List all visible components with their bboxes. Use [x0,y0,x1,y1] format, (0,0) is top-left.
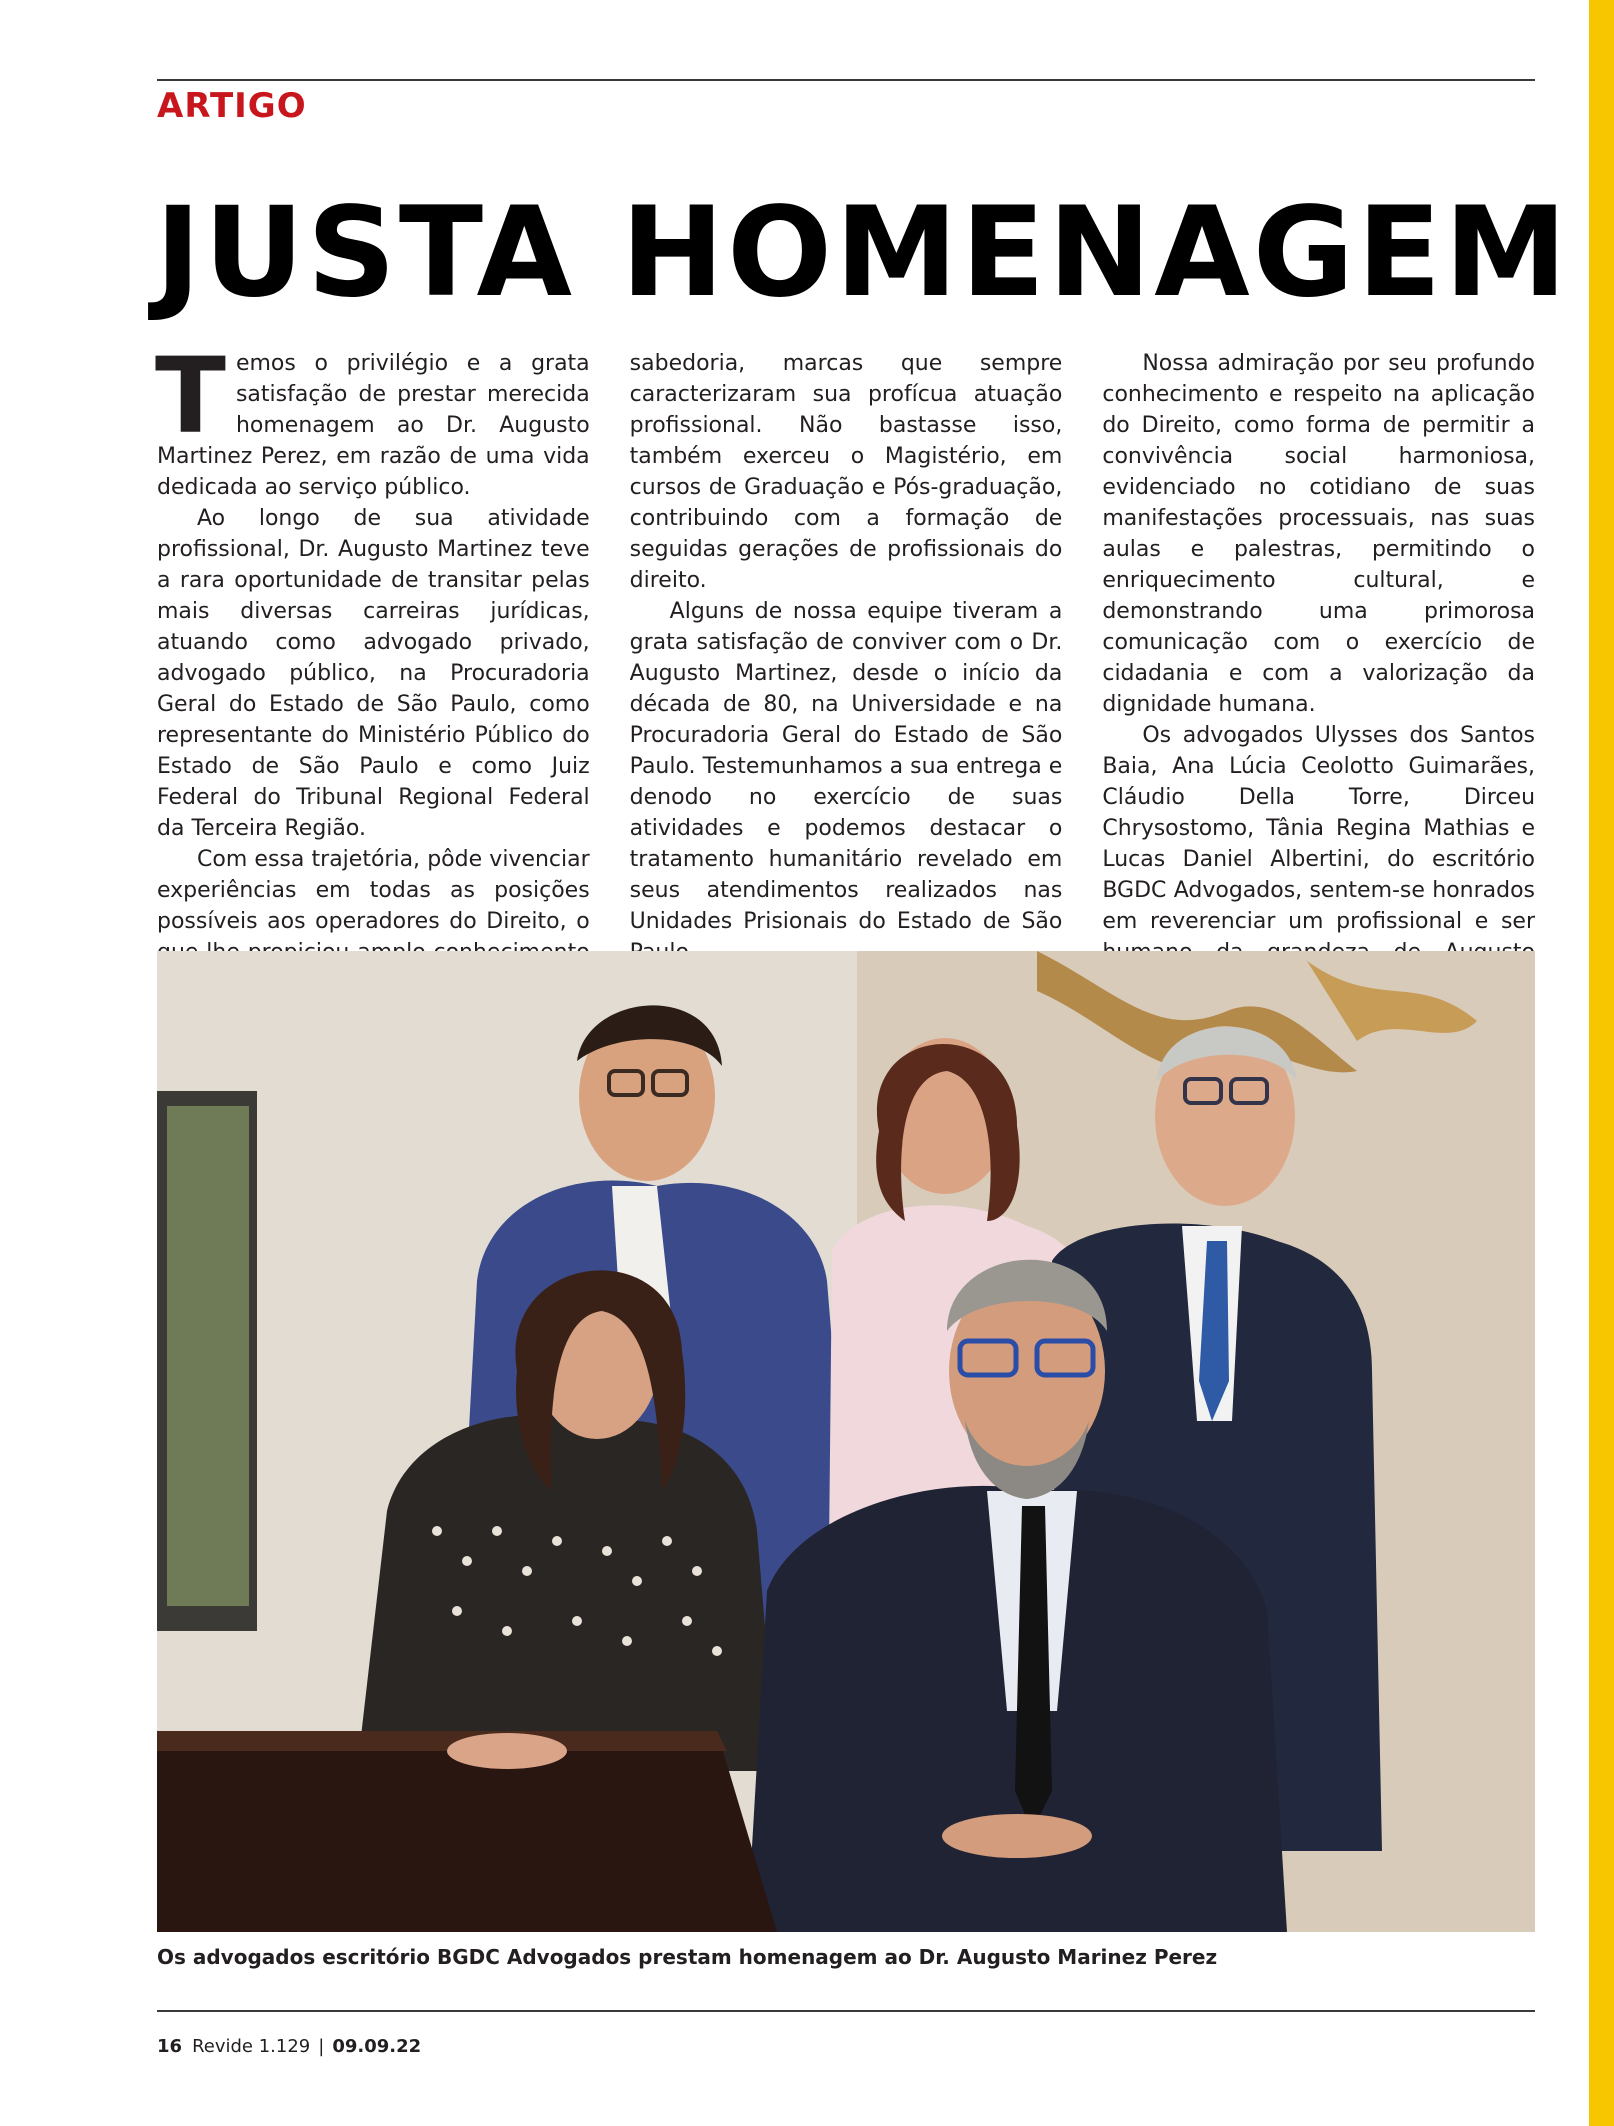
page-footer [157,2036,421,2057]
edge-accent-bar [1589,0,1614,2126]
paragraph: Com essa trajetória, pôde vivenciar experiências em todas as posições possíveis aos operadores do Direito, o [157,847,590,934]
paragraph [155,335,590,503]
body-column-1 [155,335,590,934]
article-body [155,335,1536,934]
publication-issue: Revide 1.129 [192,2036,311,2057]
body-column-3 [1102,348,1536,934]
section-label: ARTIGO [157,86,307,126]
issue-date: 09.09.22 [332,2036,422,2057]
top-rule [157,79,1535,81]
group-photo-illustration [157,951,1535,1932]
paragraph: Alguns de nossa equipe tiveram a grata satisfação de conviver com o Dr. Augusto Martinez, desde o início da década de 80, na Universidade e na Procuradoria Geral do Estado de São Paulo. Testemunhamos a sua entrega e denodo no exercício de suas atividades e podemos destacar o tratamento humanitário revelado em seus atendimentos realizados nas Unidades Prisionais do Estado de São [629,599,1063,934]
footer-separator: | [318,2036,325,2057]
body-column-2 [629,348,1063,934]
group-photo [157,951,1535,1932]
paragraph: Ao longo de sua atividade profissional, Dr. Augusto Martinez teve a rara oportunidade de transitar pelas mais diversas carreiras jurídicas, atuando como advogado privado, advogado público, na Procuradoria Geral do Estado de São Paulo, como representante do Ministério Público do Estado de São Paulo e como Juiz Federal do Tribunal Regional Federal da Terceira Região. [157,506,590,841]
bottom-rule [157,2010,1535,2012]
paragraph: Nossa admiração por seu profundo conhecimento e respeito na aplicação do Direito, como forma de permitir a convivência social harmoniosa, evidenciado no cotidiano de suas manifestações processuais, nas suas aulas e palestras, permitindo o enriquecimento cultural, e demonstrando uma primorosa comunicação com o exercício de cidadania e com a valorização da dignidade humana. [1102,351,1536,717]
drop-cap: T [155,335,226,457]
photo-caption: Os advogados escritório BGDC Advogados prestam homenagem ao Dr. Augusto Marinez Perez [157,1945,1218,1969]
paragraph-text: emos o privilégio e a grata satisfação de prestar merecida homenagem ao Dr. Augusto Martinez Perez, em razão de uma vida dedicada ao serviço público. [157,351,590,500]
paragraph: Os advogados Ulysses dos Santos Baia, Ana Lúcia Ceolotto Guimarães, Cláudio Della Torre, Dirceu Chrysostomo, Tânia Regina Mathias e Lucas Daniel Albertini, do escritório BGDC Advogados, sentem-se honrados em reverenciar um profissional e ser [1102,723,1536,934]
headline: JUSTA HOMENAGEM [155,181,1571,325]
page-number: 16 [157,2036,183,2057]
paragraph: sabedoria, marcas que sempre caracterizaram sua profícua atuação profissional. Não bastasse isso, também exerceu o Magistério, em cursos de Graduação e Pós-graduação, contribuindo com a formação de seguidas gerações de profissionais do direito. [629,351,1063,593]
